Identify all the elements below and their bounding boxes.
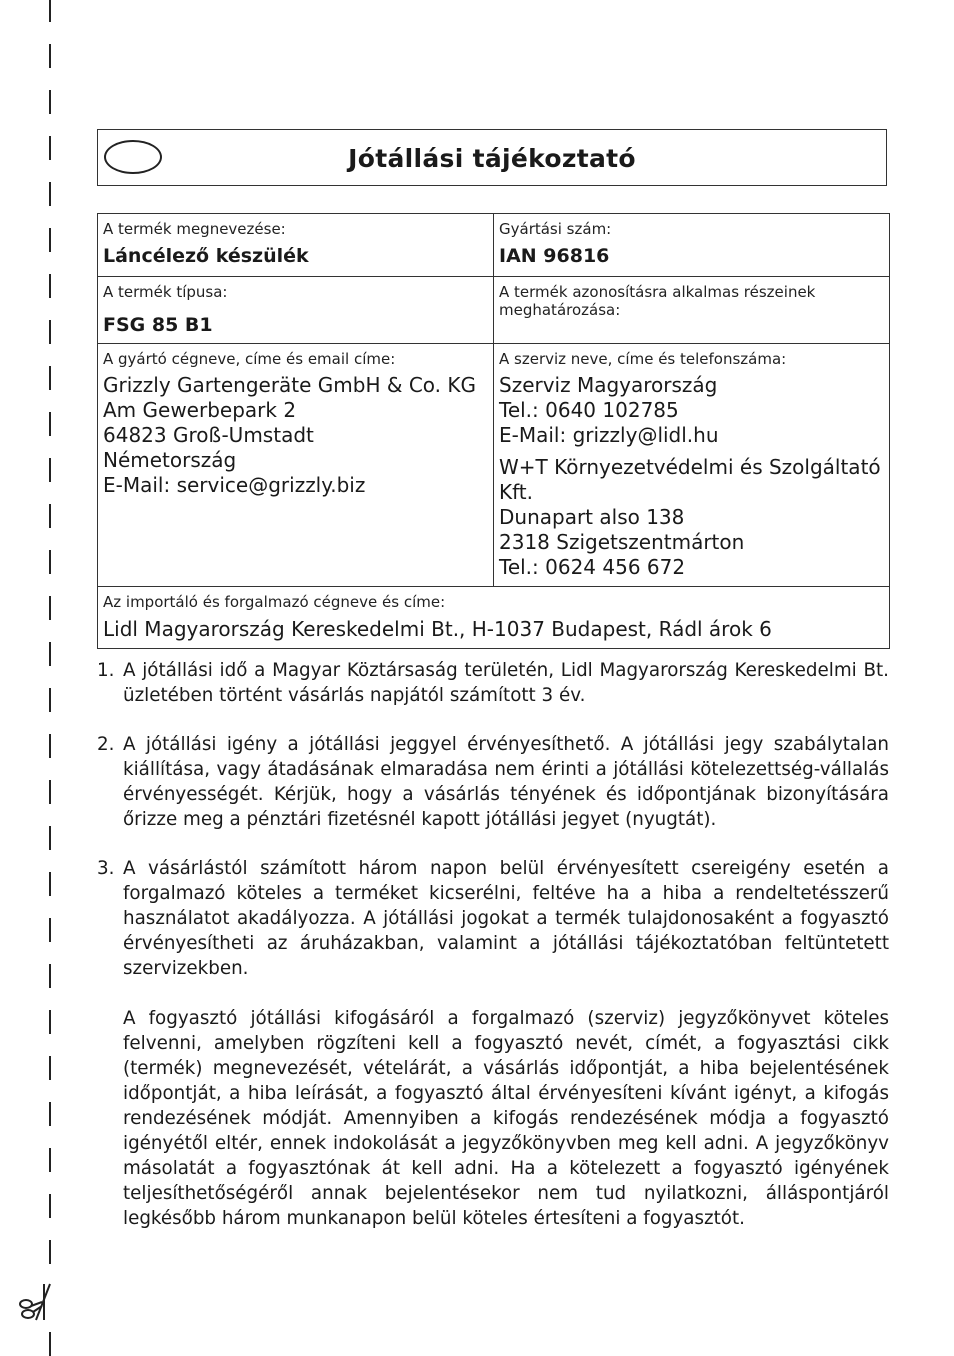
cut-line-dash — [49, 688, 51, 712]
cut-line-dash — [49, 1102, 51, 1126]
cut-line-dash — [49, 320, 51, 344]
identification-cell — [494, 277, 890, 344]
manufacturer-cell — [98, 344, 494, 587]
cut-line-dash — [49, 1194, 51, 1218]
list-item — [97, 856, 889, 1231]
product-name-label: A termék megnevezése: — [103, 220, 286, 238]
cut-line-dash — [49, 826, 51, 850]
service-line: Dunapart also 138 — [499, 505, 685, 529]
product-name-value: Láncélező készülék — [103, 245, 309, 267]
list-item — [97, 732, 889, 832]
importer-value: Lidl Magyarország Kereskedelmi Bt., H-1037 Budapest, Rádl árok 6 — [103, 617, 772, 641]
cut-line-dash — [49, 1148, 51, 1172]
term-number: 1. — [97, 660, 115, 681]
table-row — [98, 587, 890, 649]
cut-line-dash — [49, 734, 51, 758]
manufacturer-line: Németország — [103, 448, 237, 472]
service-line: W+T Környezetvédelmi és Szolgáltató Kft. — [499, 455, 881, 504]
cut-line-dash — [49, 504, 51, 528]
cut-line-dash — [49, 1240, 51, 1264]
service-label: A szerviz neve, címe és telefonszáma: — [499, 350, 787, 368]
serial-label: Gyártási szám: — [499, 220, 612, 238]
cut-line-dash — [49, 780, 51, 804]
term-paragraph: A jótállási idő a Magyar Köztársaság területén, Lidl Magyarország Kereskedelmi Bt. üzletében történt vásárlás napjától számított 3 év. — [123, 660, 889, 706]
service-line: Szerviz Magyarország — [499, 373, 718, 397]
service-line: E-Mail: grizzly@lidl.hu — [499, 423, 719, 447]
cut-line-dash — [49, 642, 51, 666]
table-row — [98, 214, 890, 277]
serial-cell — [494, 214, 890, 277]
manufacturer-line: Grizzly Gartengeräte GmbH & Co. KG — [103, 373, 477, 397]
cut-line-dash — [49, 964, 51, 988]
manufacturer-line: 64823 Groß-Umstadt — [103, 423, 314, 447]
term-paragraph: A jótállási igény a jótállási jeggyel érvényesíthető. A jótállási jegy szabálytalan kiállítása, vagy átadásának elmaradása nem érinti a jótállási kötelezettség-vállalás érvényességét. Kérjük, hogy a vásárlás tényének és időpontjának bizonyítására őrizze meg a pénztári fizetésnél kapott jótállási jegyet (nyugtát). — [123, 734, 889, 830]
manufacturer-label: A gyártó cégneve, címe és email címe: — [103, 350, 396, 368]
product-type-cell — [98, 277, 494, 344]
cut-line-dash — [49, 1056, 51, 1080]
term-paragraph: A fogyasztó jótállási kifogásáról a forgalmazó (szerviz) jegyzőkönyvet köteles felvenni, amelyben rögzíteni kell a fogyasztó nevét, címét, a fogyasztási cikk (termék) megnevezését, vételárát, a vásárlás időpontját, a hiba bejelentésének időpontját, a hiba leírását, a fogyasztó által érvényesíteni kívánt igényt, a kifogás rendezésének módját. Amennyiben a kifogás rendezésének módja a fogyasztó igényétől eltér, ennek indokolását a jegyzőkönyvben meg kell adni. A jegyzőkönyv másolatát a fogyasztónak át kell adni. Ha a kötelezett a fogyasztó igényének teljesíthetőségéről annak bejelentésekor nem tud nyilatkozni, álláspontjáról legkésőbb három munkanapon belül köteles értesíteni a fogyasztót. — [123, 1008, 889, 1229]
cut-line-dash — [49, 44, 51, 68]
product-type-label: A termék típusa: — [103, 283, 228, 301]
list-item — [97, 658, 889, 708]
term-paragraph: A vásárlástól számított három napon belül érvényesített csereigény esetén a forgalmazó köteles a terméket kicserélni, feltéve ha a hiba a rendeltetésszerű használatot akadályozza. A jótállási jogokat a termék tulajdonosaként a fogyasztó érvényesítheti az áruházakban, valamint a jótállási tájékoztatóban feltüntetett szervizekben. — [123, 858, 889, 979]
cut-line-dash — [49, 136, 51, 160]
cut-line-dash — [49, 1332, 51, 1356]
cut-line-dash — [49, 228, 51, 252]
cut-line-dash — [49, 596, 51, 620]
cut-line-dash — [49, 412, 51, 436]
serial-value: IAN 96816 — [499, 245, 610, 267]
scissors-icon — [14, 1280, 58, 1324]
service-line: Tel.: 0640 102785 — [499, 398, 679, 422]
cut-line-dash — [49, 366, 51, 390]
table-row — [98, 277, 890, 344]
term-number: 2. — [97, 734, 115, 755]
warranty-terms — [97, 658, 889, 1255]
service-line: Tel.: 0624 456 672 — [499, 555, 686, 579]
manufacturer-line: E-Mail: service@grizzly.biz — [103, 473, 366, 497]
cut-line-dash — [49, 182, 51, 206]
cut-line — [49, 0, 51, 1354]
service-cell — [494, 344, 890, 587]
identification-label: A termék azonosításra alkalmas részeinek meghatározása: — [499, 283, 816, 319]
cut-line-dash — [49, 90, 51, 114]
page-title: Jótállási tájékoztató — [348, 144, 636, 173]
term-number: 3. — [97, 858, 115, 879]
cut-line-dash — [49, 1010, 51, 1034]
cut-line-dash — [49, 872, 51, 896]
importer-label: Az importáló és forgalmazó cégneve és címe: — [103, 593, 446, 611]
importer-cell — [98, 587, 890, 649]
service-line: 2318 Szigetszentmárton — [499, 530, 745, 554]
cut-line-dash — [49, 274, 51, 298]
cut-line-dash — [49, 0, 51, 22]
table-row — [98, 344, 890, 587]
cut-line-dash — [49, 918, 51, 942]
product-type-value: FSG 85 B1 — [103, 314, 213, 336]
cut-line-dash — [49, 550, 51, 574]
cut-line-dash — [49, 458, 51, 482]
product-name-cell — [98, 214, 494, 277]
manufacturer-line: Am Gewerbepark 2 — [103, 398, 297, 422]
title-box — [97, 129, 887, 186]
warranty-info-table — [97, 213, 890, 649]
